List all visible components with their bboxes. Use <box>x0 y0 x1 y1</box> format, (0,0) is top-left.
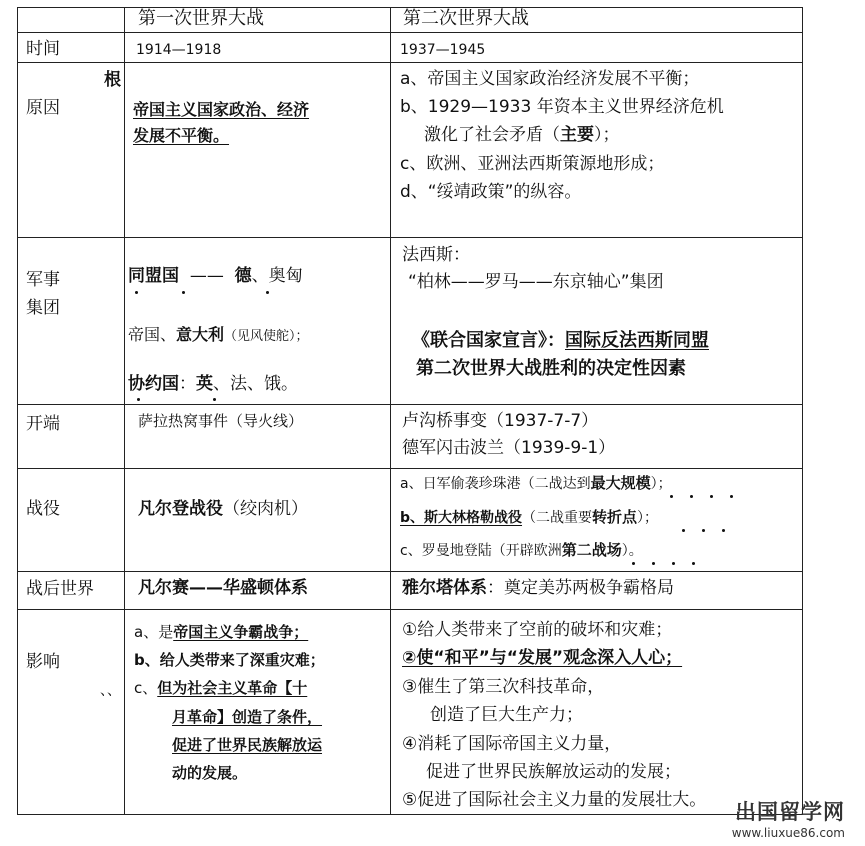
cause-ww2-b: b、1929—1933 年资本主义世界经济危机 <box>400 97 724 117</box>
blocs-ww1-line1: 同盟国 —— 德、奥匈 <box>128 266 303 286</box>
postwar-ww2: 雅尔塔体系：奠定美苏两极争霸格局 <box>402 578 674 598</box>
blocs-ww2-fascist: 法西斯： <box>402 245 470 265</box>
row-divider <box>18 571 802 572</box>
row-label-postwar: 战后世界 <box>26 579 94 599</box>
impact-ww1-c: c、但为社会主义革命【十 <box>134 679 308 697</box>
cause-ww1-line1: 帝国主义国家政治、经济 <box>133 100 310 119</box>
emphasis-dot <box>702 529 705 532</box>
impact-ww1-c-4: 动的发展。 <box>172 764 248 782</box>
emphasis-dot <box>682 529 685 532</box>
watermark-url: www.liuxue86.com <box>731 826 845 840</box>
impact-ww1-c-3: 促进了世界民族解放运 <box>172 736 323 754</box>
impact-ww1-c-2: 月革命】创造了条件， <box>172 708 323 726</box>
emphasis-dot <box>692 562 695 565</box>
emphasis-dot <box>266 291 269 294</box>
cause-marker: 根 <box>104 70 121 90</box>
cause-ww2-a: a、帝国主义国家政治经济发展不平衡； <box>400 69 700 89</box>
postwar-ww1: 凡尔赛——华盛顿体系 <box>138 578 308 598</box>
impact-ww2-4: ④消耗了国际帝国主义力量， <box>402 734 622 754</box>
watermark <box>732 796 845 840</box>
row-label-time: 时间 <box>26 39 60 59</box>
blocs-ww1-line2: 帝国、意大利（见风使舵）； <box>128 325 309 344</box>
cause-ww2-d: d、“绥靖政策”的纵容。 <box>400 182 582 202</box>
impact-ww2-2: ②使“和平”与“发展”观念深入人心； <box>402 648 683 668</box>
row-label-blocs-2: 集团 <box>26 298 60 318</box>
impact-ww2-1: ①给人类带来了空前的破坏和灾难； <box>402 620 673 640</box>
emphasis-dot <box>135 291 138 294</box>
row-label-cause: 原因 <box>26 98 60 118</box>
cause-ww2-b-cont: 激化了社会矛盾（主要）； <box>424 125 620 145</box>
emphasis-dot <box>182 291 185 294</box>
row-divider <box>18 468 802 469</box>
emphasis-dot <box>632 562 635 565</box>
impact-marker: 、、 <box>100 683 121 699</box>
column-divider-1 <box>124 8 125 814</box>
header-ww2: 第二次世界大战 <box>403 8 529 29</box>
cause-ww2-c: c、欧洲、亚洲法西斯策源地形成； <box>400 154 665 174</box>
impact-ww1-b: b、给人类带来了深重灾难； <box>134 651 325 669</box>
start-ww2-1: 卢沟桥事变（1937-7-7） <box>402 411 599 431</box>
column-divider-2 <box>390 8 391 814</box>
emphasis-dot <box>670 495 673 498</box>
emphasis-dot <box>710 495 713 498</box>
row-divider <box>18 237 802 238</box>
battles-ww1: 凡尔登战役（绞肉机） <box>138 499 308 519</box>
start-ww1: 萨拉热窝事件（导火线） <box>138 412 304 430</box>
row-label-battles: 战役 <box>26 499 60 519</box>
battles-ww2-c: c、罗曼地登陆（开辟欧洲第二战场）。 <box>400 541 643 559</box>
emphasis-dot <box>690 495 693 498</box>
impact-ww2-3: ③催生了第三次科技革命， <box>402 677 605 697</box>
cause-ww1-line2: 发展不平衡。 <box>133 126 230 145</box>
blocs-ww1-line3: 协约国：英、法、饿。 <box>128 374 298 394</box>
blocs-ww2-decisive: 第二次世界大战胜利的决定性因素 <box>416 358 686 379</box>
emphasis-dot <box>722 529 725 532</box>
blocs-ww2-declaration: 《联合国家宣言》：国际反法西斯同盟 <box>412 330 709 351</box>
time-ww1: 1914—1918 <box>136 42 222 58</box>
emphasis-dot <box>672 562 675 565</box>
emphasis-dot <box>652 562 655 565</box>
start-ww2-2: 德军闪击波兰（1939-9-1） <box>402 438 616 458</box>
emphasis-dot <box>137 398 140 401</box>
battles-ww2-b: b、斯大林格勒战役（二战重要转折点）； <box>400 508 659 526</box>
emphasis-dot <box>730 495 733 498</box>
watermark-title: 出国留学网 <box>735 800 845 824</box>
impact-ww2-5: ⑤促进了国际社会主义力量的发展壮大。 <box>402 790 707 810</box>
row-divider <box>18 609 802 610</box>
impact-ww1-a: a、是帝国主义争霸战争； <box>134 623 309 641</box>
impact-ww2-4-cont: 促进了世界民族解放运动的发展； <box>426 762 681 782</box>
row-label-blocs-1: 军事 <box>26 270 60 290</box>
blocs-ww2-axis: “柏林——罗马——东京轴心”集团 <box>408 272 664 292</box>
emphasis-dot <box>213 398 216 401</box>
row-label-start: 开端 <box>26 414 60 434</box>
time-ww2: 1937—1945 <box>400 42 486 58</box>
battles-ww2-a: a、日军偷袭珍珠港（二战达到最大规模）； <box>400 474 672 492</box>
row-divider <box>18 404 802 405</box>
header-ww1: 第一次世界大战 <box>138 8 264 29</box>
row-divider <box>18 62 802 63</box>
row-label-impact: 影响 <box>26 652 60 672</box>
impact-ww2-3-cont: 创造了巨大生产力； <box>430 705 583 725</box>
row-divider <box>18 32 802 33</box>
